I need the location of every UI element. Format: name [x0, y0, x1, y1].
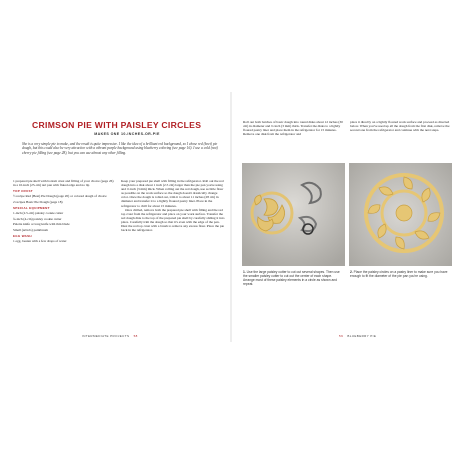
page-number: 59 — [339, 334, 344, 338]
instruction-paragraph: Once chilled, remove both the prepared pie shell with filling and the red top crust from the refrigerator and place on your work surface. Transfer the red dough disk to the top of the prepared pie shell by carefully sliding it into place. Carefully trim the dough so that it's even with the edge of the pan. Dust the red top crust with a brush to remove any excess flour. Place the pie back in the refrigerator. — [121, 207, 225, 233]
instructions-column — [121, 179, 225, 232]
caption-text: Place the paisley circles on a pastry liner to make sure you have enough to fit the diameter of the pie pan you're using. — [350, 270, 448, 279]
caption-number: 2. — [350, 270, 353, 274]
section-heading: SPECIAL EQUIPMENT — [13, 205, 50, 210]
ingredient-item: ¾-inch (4-cm) paisley cookie cutter — [13, 216, 62, 221]
ingredient-item: 2 recipes Basic Pie Dough (page 18) — [13, 199, 63, 204]
right-text-column: place it directly on a lightly floured work surface and proceed as directed below. When you've used up all the dough from the first disk, remove the second one from the refrigerator and continue with the next steps. — [350, 120, 450, 133]
footer-title: INTERMEDIATE PROJECTS — [82, 334, 130, 338]
ingredient-item: ½ recipe Red (Beet) Pie Dough (page 20) or colored dough of choice — [13, 194, 107, 199]
footer-title: BLUEBERRY PIE — [347, 334, 377, 338]
ingredient-item: Small (artist's) paintbrush — [13, 227, 48, 232]
ingredient-item: 1-inch (2.5-cm) paisley cookie cutter — [13, 211, 64, 216]
caption-text: Use the large paisley cutter to cut out several shapes. Then use the smaller paisley cutter to cut out the center of each shape. Arrange most of these paisley elements in a circle as shown and repeat. — [243, 270, 340, 287]
step-caption — [350, 270, 450, 278]
step-photo-circle — [349, 163, 452, 266]
section-heading: EGG WASH — [13, 233, 32, 238]
right-footer — [339, 334, 376, 338]
step-photo-cutting — [242, 163, 345, 266]
dough-paisley-circle-icon — [349, 163, 452, 266]
page-number: 58 — [133, 334, 138, 338]
section-heading: TOP CRUST — [13, 189, 33, 194]
right-page — [232, 92, 461, 342]
ingredients-column — [13, 179, 116, 245]
instruction-paragraph: Keep your prepared pie shell with filling in the refrigerator. Roll out the red dough into a disk about 1 inch (2.5 cm) larger than the pie pan you're using and ⅛ inch (3 mm) thick. When rolling out the red dough, use as little flour as possible on the work surface so the dough doesn't drastically change color. Once the dough is rolled out, trim it to about 11 inches (28 cm) in diameter and transfer it to a lightly floured pastry liner. Place in the refrigerator to chill for about 15 minutes. — [121, 179, 224, 208]
paisley-cookie-cutter-icon — [242, 163, 345, 266]
left-footer — [82, 334, 138, 338]
recipe-title: CRIMSON PIE WITH PAISLEY CIRCLES — [32, 120, 202, 130]
left-page — [2, 92, 230, 342]
ingredient-item: 1 prepared pie shell with bottom crust and filling of your choice (page 26) in a 10-inch (25-cm) tart pan with fluted edge and no lip — [13, 179, 114, 188]
right-text-column: Roll out both batches of basic dough into round disks about 12 inches (30 cm) in diameter and ⅛ inch (3 mm) thick. Transfer the disks to a lightly floured pastry liner and place them in the refrigerator for 15 minutes. Remove one disk from the refrigerator and — [243, 120, 343, 137]
caption-number: 1. — [243, 270, 246, 274]
ingredient-item: Palette knife or long knife with thin blade — [13, 222, 70, 227]
ingredient-item: 1 egg, beaten with a few drops of water — [13, 239, 67, 244]
recipe-yield: MAKES ONE 10-INCHES-OR-PIE — [94, 132, 160, 136]
step-caption — [243, 270, 343, 286]
recipe-intro: She is a very simple pie to make, and the result is quite impressive. I like the idea of a brilliant red background, so I chose red (beet) pie dough, but this could also be very attractive with a vibrant purple background using blueberry coloring (see page 16). I use a cold (not) cherry pie filling (see page 28), but you can use almost any other filling. — [22, 142, 218, 155]
book-spread — [2, 92, 461, 342]
